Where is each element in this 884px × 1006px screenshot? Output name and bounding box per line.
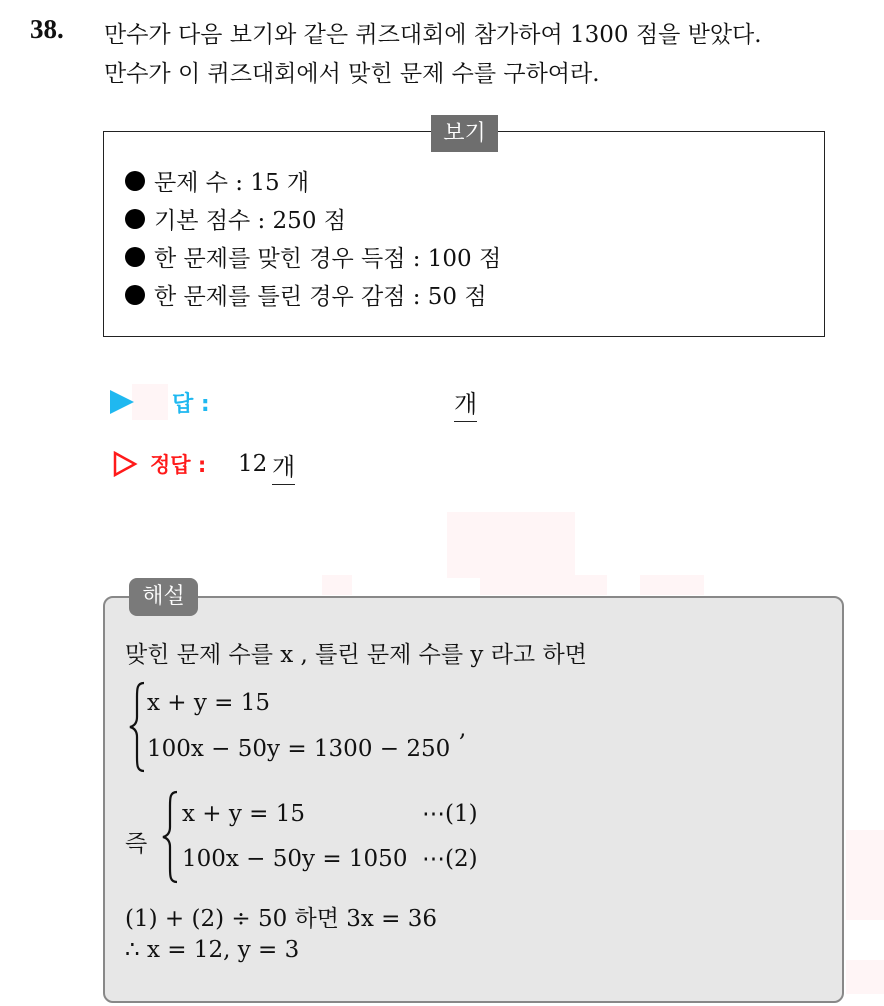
bullet-icon xyxy=(125,209,145,229)
filled-triangle-icon xyxy=(110,390,134,414)
highlight-mark xyxy=(447,512,575,578)
highlight-mark xyxy=(640,575,704,595)
system2-prefix: 즉 xyxy=(125,831,148,857)
bullet-icon xyxy=(125,247,145,267)
example-item xyxy=(125,240,501,273)
equation-tag-1: ⋯(1) xyxy=(422,801,478,827)
answer-unit[interactable]: 개 xyxy=(454,384,477,422)
bullet-icon xyxy=(125,285,145,305)
question-number: 38. xyxy=(30,14,64,44)
explanation-label: 해설 xyxy=(129,578,198,616)
example-item xyxy=(125,202,346,235)
question-text-line-2: 만수가 이 퀴즈대회에서 맞힌 문제 수를 구하여라. xyxy=(104,61,600,87)
example-item-text: 문제 수 : 15 개 xyxy=(154,170,310,196)
highlight-mark xyxy=(322,575,352,595)
left-brace-icon xyxy=(161,790,181,884)
equation-tag-2: ⋯(2) xyxy=(422,846,478,872)
example-label: 보기 xyxy=(431,115,498,152)
explanation-step: (1) + (2) ÷ 50 하면 3x = 36 xyxy=(125,906,438,932)
correct-answer-value: 12 xyxy=(238,451,268,477)
example-item xyxy=(125,278,487,311)
system2-equation-2: 100x − 50y = 1050 xyxy=(182,846,408,872)
system1-tail: , xyxy=(459,716,467,742)
highlight-mark xyxy=(480,575,607,595)
system1-equation-2: 100x − 50y = 1300 − 250 xyxy=(147,736,451,762)
correct-answer-label: 정답 : xyxy=(150,453,207,477)
highlight-mark xyxy=(846,830,884,920)
explanation-intro: 맞힌 문제 수를 x , 틀린 문제 수를 y 라고 하면 xyxy=(125,642,587,668)
explanation-conclusion: ∴ x = 12, y = 3 xyxy=(125,937,300,963)
system1-equation-1: x + y = 15 xyxy=(147,690,271,716)
answer-label: 답 : xyxy=(172,392,210,417)
bullet-icon xyxy=(125,171,145,191)
example-item xyxy=(125,164,309,197)
system2-equation-1: x + y = 15 xyxy=(182,801,306,827)
question-text-line-1: 만수가 다음 보기와 같은 퀴즈대회에 참가하여 1300 점을 받았다. xyxy=(104,22,762,48)
example-item-text: 한 문제를 맞힌 경우 득점 : 100 점 xyxy=(154,246,502,272)
example-item-text: 기본 점수 : 250 점 xyxy=(154,208,346,234)
left-brace-icon xyxy=(128,681,148,773)
highlight-mark xyxy=(132,384,168,420)
highlight-mark xyxy=(846,960,884,994)
outline-triangle-icon xyxy=(112,451,138,477)
example-item-text: 한 문제를 틀린 경우 감점 : 50 점 xyxy=(154,284,487,310)
correct-answer-unit: 개 xyxy=(272,447,295,485)
